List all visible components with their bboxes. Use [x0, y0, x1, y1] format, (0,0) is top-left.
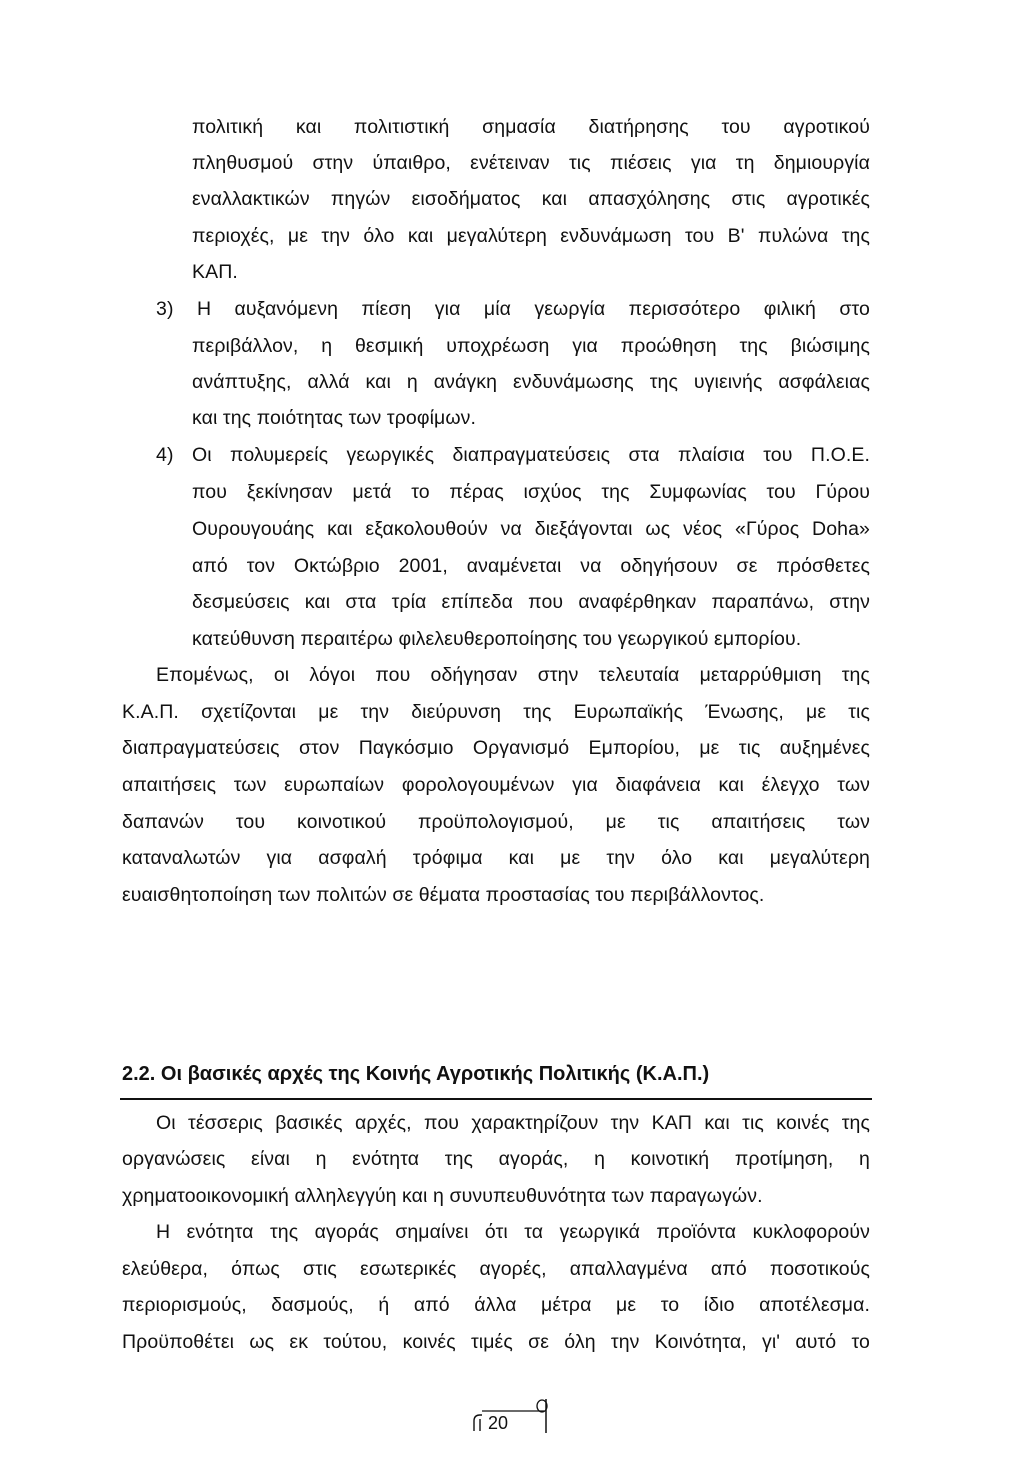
- text-line: που ξεκίνησαν μετά το πέρας ισχύος της Συμφωνίας του Γύρου: [192, 481, 870, 503]
- page-number: 20: [488, 1413, 509, 1433]
- text-line: καταναλωτών για ασφαλή τρόφιμα και με την όλο και μεγαλύτερη: [122, 847, 870, 869]
- text-line: Κ.Α.Π. σχετίζονται με την διεύρυνση της Ευρωπαϊκής Ένωσης, με τις: [122, 701, 870, 723]
- text-line: χρηματοοικονομική αλληλεγγύη και η συνυπευθυνότητα των παραγωγών.: [122, 1185, 763, 1207]
- section-heading: 2.2. Οι βασικές αρχές της Κοινής Αγροτικής Πολιτικής (Κ.Α.Π.): [122, 1063, 710, 1085]
- text-line: Η ενότητα της αγοράς σημαίνει ότι τα γεωργικά προϊόντα κυκλοφορούν: [156, 1221, 870, 1243]
- text-line: ανάπτυξης, αλλά και η ανάγκη ενδυνάμωσης της υγιεινής ασφάλειας: [192, 371, 870, 393]
- text-line: πληθυσμού στην ύπαιθρο, ενέτειναν τις πιέσεις για τη δημιουργία: [192, 152, 870, 174]
- text-line: δεσμεύσεις και στα τρία επίπεδα που αναφέρθηκαν παραπάνω, στην: [192, 591, 870, 613]
- text-line: ελεύθερα, όπως στις εσωτερικές αγορές, απαλλαγμένα από ποσοτικούς: [122, 1258, 870, 1280]
- text-line: ευαισθητοποίηση των πολιτών σε θέματα προστασίας του περιβάλλοντος.: [122, 884, 765, 906]
- heading-underline: [120, 1098, 872, 1100]
- text-line: περιοχές, με την όλο και μεγαλύτερη ενδυνάμωση του Β' πυλώνα της: [192, 225, 870, 247]
- text-line: ΚΑΠ.: [192, 261, 238, 283]
- text-line: πολιτική και πολιτιστική σημασία διατήρησης του αγροτικού: [192, 116, 870, 138]
- page-footer: [472, 1385, 552, 1435]
- text-line: και της ποιότητας των τροφίμων.: [192, 407, 477, 429]
- text-line: Ουρουγουάης και εξακολουθούν να διεξάγονται ως νέος «Γύρος Doha»: [192, 518, 870, 540]
- text-line: δαπανών του κοινοτικού προϋπολογισμού, με τις απαιτήσεις των: [122, 811, 870, 833]
- page-marker-icon: [472, 1385, 552, 1435]
- text-line: διαπραγματεύσεις στον Παγκόσμιο Οργανισμό Εμπορίου, με τις αυξημένες: [122, 737, 870, 759]
- text-line: από τον Οκτώβριο 2001, αναμένεται να οδηγήσουν σε πρόσθετες: [192, 555, 870, 577]
- text-line: Προϋποθέτει ως εκ τούτου, κοινές τιμές σε όλη την Κοινότητα, γι' αυτό το: [122, 1331, 870, 1353]
- text-line: περιορισμούς, δασμούς, ή από άλλα μέτρα με το ίδιο αποτέλεσμα.: [122, 1294, 870, 1316]
- text-line: Οι τέσσερις βασικές αρχές, που χαρακτηρίζουν την ΚΑΠ και τις κοινές της: [156, 1112, 870, 1134]
- text-line: περιβάλλον, η θεσμική υποχρέωση για προώθηση της βιώσιμης: [192, 335, 870, 357]
- text-line: εναλλακτικών πηγών εισοδήματος και απασχόλησης στις αγροτικές: [192, 188, 870, 210]
- text-line: κατεύθυνση περαιτέρω φιλελευθεροποίησης του γεωργικού εμπορίου.: [192, 628, 802, 650]
- text-line: οργανώσεις είναι η ενότητα της αγοράς, η κοινοτική προτίμηση, η: [122, 1148, 870, 1170]
- text-line: απαιτήσεις των ευρωπαίων φορολογουμένων για διαφάνεια και έλεγχο των: [122, 774, 870, 796]
- list-item-3: 3) Η αυξανόμενη πίεση για μία γεωργία περισσότερο φιλική στο: [156, 298, 870, 320]
- list-item-4: 4) Οι πολυμερείς γεωργικές διαπραγματεύσεις στα πλαίσια του Π.Ο.Ε.: [156, 444, 870, 466]
- text-line: Επομένως, οι λόγοι που οδήγησαν στην τελευταία μεταρρύθμιση της: [156, 664, 870, 686]
